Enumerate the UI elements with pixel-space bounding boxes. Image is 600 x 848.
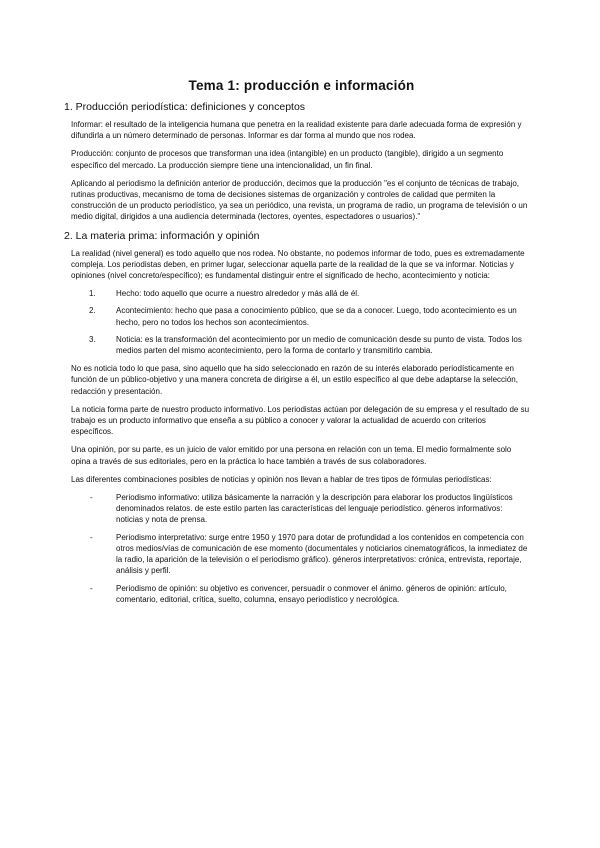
section-2-heading: 2. La materia prima: información y opinión — [64, 229, 260, 242]
list-text: Periodismo interpretativo: surge entre 1950 y 1970 para dotar de profundidad a los contenidos en competencia con otros medios/vías de comunicación de ese momento (documentales y noticiarios cinematográficos, la inmediatez de la radio, la aparición de la televisión o el periodismo gráfico). géneros interpretativos: crónica, entrevista, reportaje, análisis y perfil. — [116, 532, 528, 576]
list-item — [73, 532, 530, 577]
paragraph-realidad: La realidad (nivel general) es todo aquello que nos rodea. No obstante, no podemos informar de todo, pues es extremadamente compleja. Los periodistas deben, en primer lugar, seleccionar aquella parte de la realidad de la que se va informar. Noticias y opiniones (nivel concreto/específico); es fundamental distinguir entre el significado de hecho, acontecimiento y noticia: — [71, 248, 525, 281]
paragraph-informar: Informar: el resultado de la inteligencia humana que penetra en la realidad existente para darle adecuada forma de expresión y difundirla a un número determinado de personas. Informar es dar forma al mundo que nos rodea. — [71, 120, 522, 141]
list-dash: - — [90, 532, 93, 542]
page-title: Tema 1: producción e información — [188, 78, 415, 93]
section-1-heading: 1. Producción periodística: definiciones y conceptos — [64, 101, 306, 113]
list-text: Periodismo informativo: utiliza básicamente la narración y la descripción para elaborar los productos lingüísticos denominados relatos. de este estilo parten las características del lenguaje periodístico. géneros informativos: noticias y nota de prensa. — [116, 493, 513, 525]
definitions-list — [73, 288, 530, 356]
paragraph-combinaciones: Las diferentes combinaciones posibles de noticias y opinión nos llevan a hablar de tres tipos de fórmulas periodísticas: — [71, 474, 492, 484]
list-text: Periodismo de opinión: su objetivo es convencer, persuadir o conmover el ánimo. géneros de opinión: artículo, comentario, editorial, crítica, suelto, columna, ensayo periodístico y necrológica. — [116, 583, 507, 604]
paragraph-opinion: Una opinión, por su parte, es un juicio de valor emitido por una persona en relación con un tema. El medio formalmente solo opina a través de sus editoriales, pero en la práctica lo hace también a través de sus colaboradores. — [71, 445, 512, 466]
list-dash: - — [90, 493, 93, 503]
list-text: Noticia: es la transformación del acontecimiento por un medio de comunicación desde su punto de vista. Todos los medios parten del mismo acontecimiento, pero la forma de contarlo y transmitirlo cambia. — [116, 334, 522, 356]
list-item — [73, 288, 530, 299]
list-text: Acontecimiento: hecho que pasa a conocimiento público, que se da a conocer. Luego, todo acontecimiento es un hecho, pero no todos los hechos son acontecimientos. — [116, 306, 517, 327]
list-item — [73, 305, 530, 327]
list-dash: - — [90, 583, 93, 593]
list-item — [73, 492, 530, 526]
paragraph-produccion-periodistica: Aplicando al periodismo la definición anterior de producción, decimos que la producción "es el conjunto de técnicas de trabajo, rutinas productivas, mecanismo de toma de decisiones sistemas de organización y controles de calidad que permiten la construcción de un producto periodístico, ya sea un periódico, una revista, un programa de radio, un programa de televisión o un medio digital, dirigidos a una audiencia determinada (lectores, oyentes, espectadores o usuarios)." — [71, 178, 528, 222]
paragraph-produccion: Producción: conjunto de procesos que transforman una idea (intangible) en un producto (tangible), dirigido a un segmento específico del mercado. La producción siempre tiene una intencionalidad, un fin final. — [71, 149, 504, 170]
formulas-list — [73, 492, 530, 605]
list-text: Hecho: todo aquello que ocurre a nuestro alrededor y más allá de él. — [116, 289, 360, 299]
list-number: 3. — [89, 334, 96, 344]
list-number: 2. — [89, 306, 96, 316]
paragraph-noticia-producto: La noticia forma parte de nuestro producto informativo. Los periodistas actúan por delegación de su empresa y el resultado de su trabajo es un producto informativo que enseña a su público a conocer y valorar la actualidad de acuerdo con criterios específicos. — [71, 404, 530, 437]
list-item — [73, 334, 530, 356]
paragraph-no-es-noticia: No es noticia todo lo que pasa, sino aquello que ha sido seleccionado en razón de su interés elaborado periodísticamente en función de un público-objetivo y una manera concreta de dirigirse a él, un estilo específico al que debe adaptarse la selección, redacción y presentación. — [71, 364, 518, 396]
list-number: 1. — [89, 289, 96, 299]
list-item — [73, 583, 530, 605]
